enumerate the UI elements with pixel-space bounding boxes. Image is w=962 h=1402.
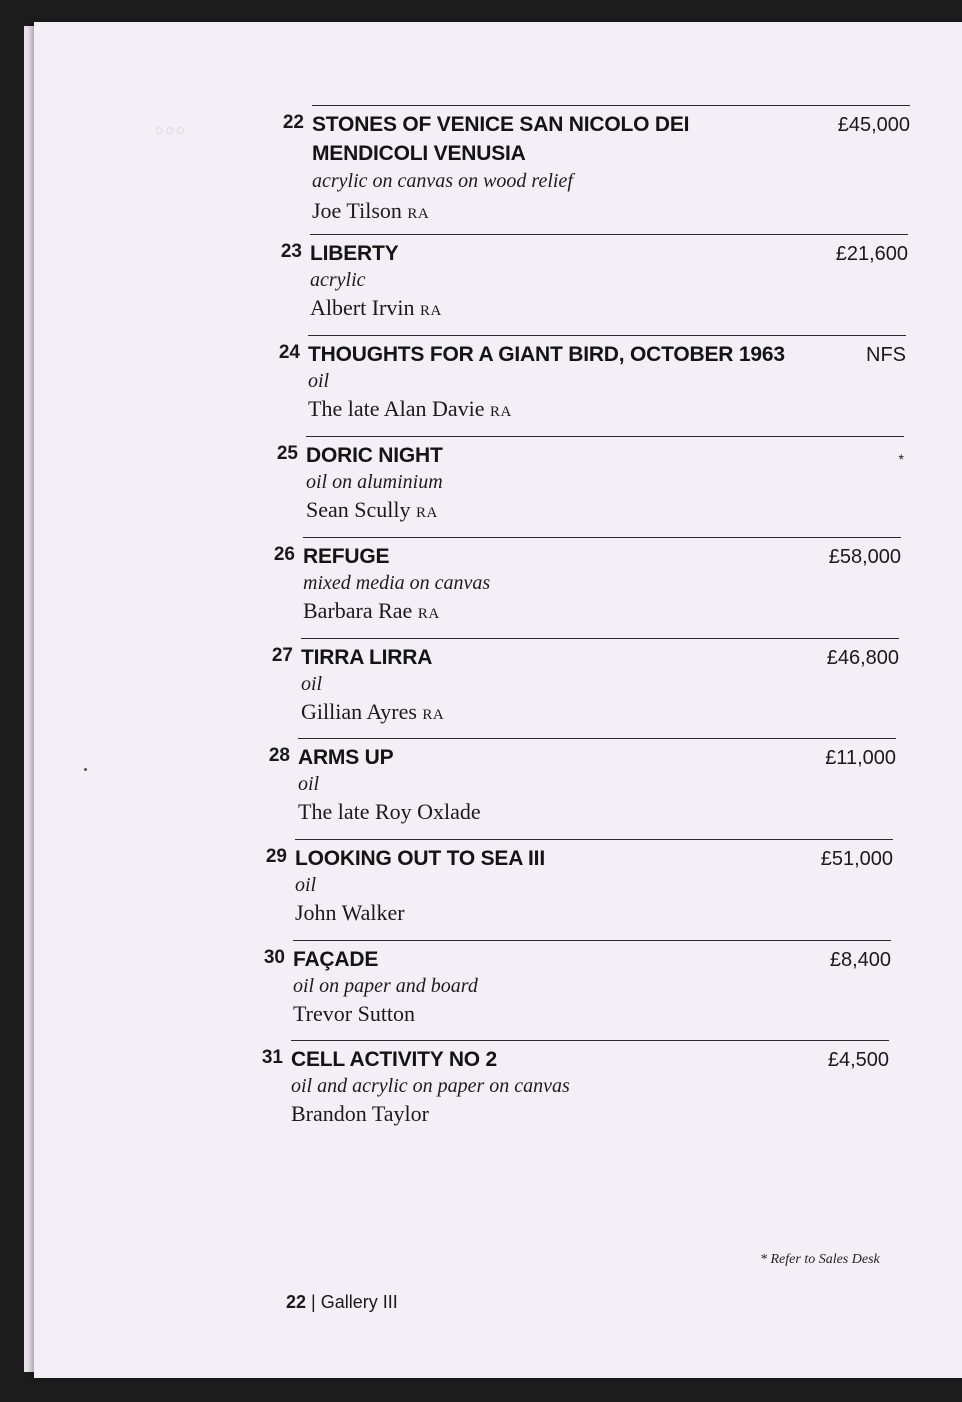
entry-number: 29 xyxy=(265,846,287,867)
section-name: Gallery III xyxy=(320,1292,398,1312)
entry-title: THOUGHTS FOR A GIANT BIRD, OCTOBER 1963 xyxy=(308,343,785,366)
entry-price: £51,000 xyxy=(820,848,893,870)
entry-artist: Brandon Taylor xyxy=(291,1101,429,1126)
entry-price: £11,000 xyxy=(825,747,896,769)
entry-artist: Albert Irvin RA xyxy=(310,295,442,320)
entry-medium: mixed media on canvas xyxy=(303,572,491,594)
entry-medium: oil on aluminium xyxy=(306,471,443,493)
entry-price: £8,400 xyxy=(829,949,891,971)
list-item xyxy=(282,105,910,226)
entry-number: 28 xyxy=(268,745,290,766)
entry-artist: Joe Tilson RA xyxy=(312,198,430,223)
entry-price: £45,000 xyxy=(837,114,910,136)
entry-medium: oil xyxy=(308,370,330,392)
entry-title: LIBERTY xyxy=(310,242,399,265)
catalogue-page xyxy=(34,22,962,1378)
entry-title: FAÇADE xyxy=(293,948,379,971)
entry-title: ARMS UP xyxy=(298,746,394,769)
entry-title: REFUGE xyxy=(303,545,390,568)
entry-price: £4,500 xyxy=(827,1049,889,1071)
entry-medium: oil xyxy=(301,673,323,695)
entry-artist: Barbara Rae RA xyxy=(303,598,440,623)
entry-artist: Gillian Ayres RA xyxy=(301,699,445,724)
entry-price: £58,000 xyxy=(828,546,901,568)
list-item xyxy=(261,1040,889,1161)
entry-artist: The late Alan Davie RA xyxy=(308,396,512,421)
entry-number: 26 xyxy=(273,544,295,565)
entry-title: LOOKING OUT TO SEA III xyxy=(295,847,545,870)
entry-number: 24 xyxy=(278,342,300,363)
show-through-text: ◦◦◦ xyxy=(154,114,186,147)
entry-price: * xyxy=(898,451,904,467)
entry-title: DORIC NIGHT xyxy=(306,444,443,467)
entry-artist: The late Roy Oxlade xyxy=(298,799,481,824)
entry-title: STONES OF VENICE SAN NICOLO DEI MENDICOLI VENUSIA xyxy=(312,113,690,165)
entry-title: CELL ACTIVITY NO 2 xyxy=(291,1048,498,1071)
entry-medium: acrylic xyxy=(310,269,366,291)
entry-medium: oil xyxy=(298,773,320,795)
entry-artist: Trevor Sutton xyxy=(293,1001,416,1026)
entry-number: 27 xyxy=(271,645,293,666)
paper-speck xyxy=(84,768,87,771)
entry-price: NFS xyxy=(866,344,906,366)
entry-number: 30 xyxy=(263,947,285,968)
entry-price: £21,600 xyxy=(835,243,908,265)
entry-number: 23 xyxy=(280,241,302,262)
entry-medium: oil on paper and board xyxy=(293,975,478,997)
entry-medium: oil and acrylic on paper on canvas xyxy=(291,1075,570,1097)
entry-artist: Sean Scully RA xyxy=(306,497,438,522)
entry-number: 22 xyxy=(282,112,304,133)
entry-medium: acrylic on canvas on wood relief xyxy=(312,170,573,192)
footnote: * Refer to Sales Desk xyxy=(760,1252,880,1267)
page-number: 22 xyxy=(286,1292,307,1312)
entry-number: 31 xyxy=(261,1047,283,1068)
entry-medium: oil xyxy=(295,874,317,896)
footer-separator: | xyxy=(311,1292,316,1312)
entry-price: £46,800 xyxy=(826,647,899,669)
entry-title: TIRRA LIRRA xyxy=(301,646,433,669)
entry-artist: John Walker xyxy=(295,900,405,925)
page-footer xyxy=(286,1292,398,1313)
entry-number: 25 xyxy=(276,443,298,464)
